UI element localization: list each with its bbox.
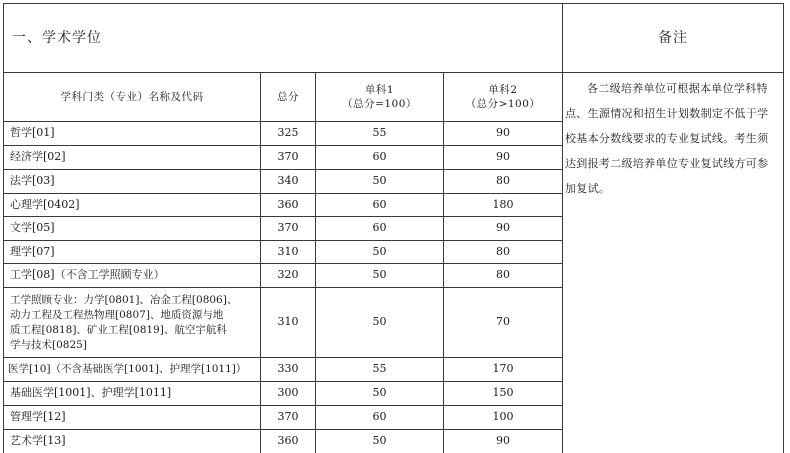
table-row-single1: 55 xyxy=(372,126,387,140)
table-row-total: 300 xyxy=(277,386,299,400)
table-row-name: 心理学[0402] xyxy=(10,197,80,211)
table-row-total: 370 xyxy=(277,150,299,164)
table-row-name: 管理学[12] xyxy=(10,410,66,424)
single1-sublabel: （总分=100） xyxy=(342,98,417,110)
table-row-name-line: 学与技术[0825] xyxy=(10,338,87,351)
column-header-total: 总分 xyxy=(277,90,299,103)
table-row-name: 医学[10]（不含基础医学[1001]、护理学[1011]） xyxy=(8,363,247,376)
table-row-single1: 60 xyxy=(372,197,387,211)
table-row-single2: 70 xyxy=(496,315,510,329)
table-row-single1: 60 xyxy=(372,410,387,424)
single2-sublabel: （总分>100） xyxy=(465,98,541,110)
table-row-single1: 50 xyxy=(372,386,387,400)
single2-label: 单科2 xyxy=(488,83,518,96)
table-row-total: 325 xyxy=(277,126,299,140)
table-row-name xyxy=(4,288,260,357)
table-row-single1: 60 xyxy=(372,150,387,164)
table-row-name: 文学[05] xyxy=(10,221,55,235)
table-row-name: 工学[08]（不含工学照顾专业） xyxy=(10,268,165,282)
table-row-total: 330 xyxy=(277,362,299,376)
table-row-single1: 50 xyxy=(372,268,387,282)
column-header-single2 xyxy=(444,73,562,121)
table-row-total: 340 xyxy=(277,174,299,188)
table-row-total: 310 xyxy=(277,244,299,258)
table-row-name: 哲学[01] xyxy=(10,126,55,140)
table-row-name-line: 工学照顾专业：力学[0801]、冶金工程[0806]、 xyxy=(10,293,238,306)
remarks-header: 备注 xyxy=(658,29,688,46)
table-row-single1: 50 xyxy=(372,434,387,448)
table-row-single2: 80 xyxy=(496,268,510,282)
table-row-single1: 50 xyxy=(372,174,387,188)
table-row-name: 经济学[02] xyxy=(10,150,66,164)
table-row-single2: 90 xyxy=(496,221,510,235)
table-row-single1: 50 xyxy=(372,315,387,329)
table-row-single2: 90 xyxy=(496,150,510,164)
column-header-category: 学科门类（专业）名称及代码 xyxy=(60,90,204,103)
single1-label: 单科1 xyxy=(364,83,395,96)
table-row-single2: 90 xyxy=(496,126,510,140)
table-row-name: 基础医学[1001]、护理学[1011] xyxy=(10,386,172,400)
table-row-total: 310 xyxy=(277,315,299,329)
table-row-name: 法学[03] xyxy=(10,174,55,188)
table-row-total: 370 xyxy=(277,221,299,235)
table-row-single2: 80 xyxy=(496,244,510,258)
section-title: 一、学术学位 xyxy=(12,29,102,46)
table-row-single1: 50 xyxy=(372,244,387,258)
column-header-single1 xyxy=(316,73,443,121)
table-row-single2: 80 xyxy=(496,174,510,188)
table-row-total: 360 xyxy=(277,434,299,448)
table-row-total: 320 xyxy=(277,268,299,282)
table-row-single2: 150 xyxy=(492,386,514,400)
remark-text: 各二级培养单位可根据本单位学科特点、生源情况和招生计划数制定不低于学校基本分数线要求的专业复试线。考生须达到报考二级培养单位专业复试线方可参加复试。 xyxy=(565,82,769,195)
table-row-name: 艺术学[13] xyxy=(10,434,66,448)
table-border-right xyxy=(783,3,784,453)
table-row-single1: 60 xyxy=(372,221,387,235)
table-row-single2: 100 xyxy=(492,410,514,424)
table-row-single2: 90 xyxy=(496,434,510,448)
table-row-name-line: 动力工程及工程热物理[0807]、地质资源与地 xyxy=(10,308,224,321)
table-row-single2: 180 xyxy=(492,197,514,211)
table-row-name: 理学[07] xyxy=(10,244,55,258)
table-row-total: 370 xyxy=(277,410,299,424)
table-row-single1: 55 xyxy=(372,362,387,376)
table-row-name-line: 质工程[0818]、矿业工程[0819]、航空宇航科 xyxy=(10,323,227,336)
table-row-single2: 170 xyxy=(492,362,514,376)
table-row-total: 360 xyxy=(277,197,299,211)
